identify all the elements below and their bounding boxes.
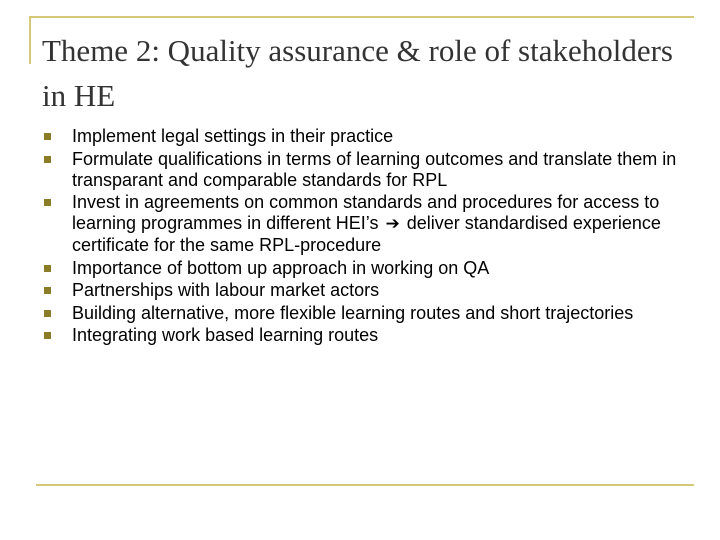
list-item xyxy=(42,303,682,324)
list-item xyxy=(42,258,682,279)
square-bullet-icon xyxy=(44,156,51,163)
square-bullet-icon xyxy=(44,133,51,140)
square-bullet-icon xyxy=(44,332,51,339)
list-item xyxy=(42,192,682,256)
square-bullet-icon xyxy=(44,199,51,206)
bullet-text: Building alternative, more flexible learning routes and short trajectories xyxy=(72,302,634,323)
square-bullet-icon xyxy=(44,287,51,294)
bullet-text: Partnerships with labour market actors xyxy=(72,280,380,300)
list-item xyxy=(42,126,682,147)
right-arrow-icon: ➔ xyxy=(385,214,400,234)
list-item xyxy=(42,280,682,301)
list-item xyxy=(42,149,682,191)
decorative-top-line xyxy=(29,16,694,18)
square-bullet-icon xyxy=(44,265,51,272)
bullet-text: Invest in agreements on common standards and procedures for access to learning programmes in different HEI’s xyxy=(72,192,660,233)
bullet-list xyxy=(42,126,682,348)
bullet-text: Integrating work based learning routes xyxy=(72,325,379,345)
slide-title: Theme 2: Quality assurance & role of stakeholders in HE xyxy=(42,33,673,113)
bullet-text: deliver standardised experience certificate for the same RPL-procedure xyxy=(72,213,661,255)
decorative-vertical-line xyxy=(29,16,31,64)
list-item xyxy=(42,325,682,346)
bullet-text: Formulate qualifications in terms of learning outcomes and translate them in transparant and comparable standards for RPL xyxy=(72,148,677,190)
bullet-text: Importance of bottom up approach in working on QA xyxy=(72,257,490,278)
square-bullet-icon xyxy=(44,310,51,317)
bullet-text: Implement legal settings in their practice xyxy=(72,126,394,146)
decorative-bottom-line xyxy=(36,484,694,486)
